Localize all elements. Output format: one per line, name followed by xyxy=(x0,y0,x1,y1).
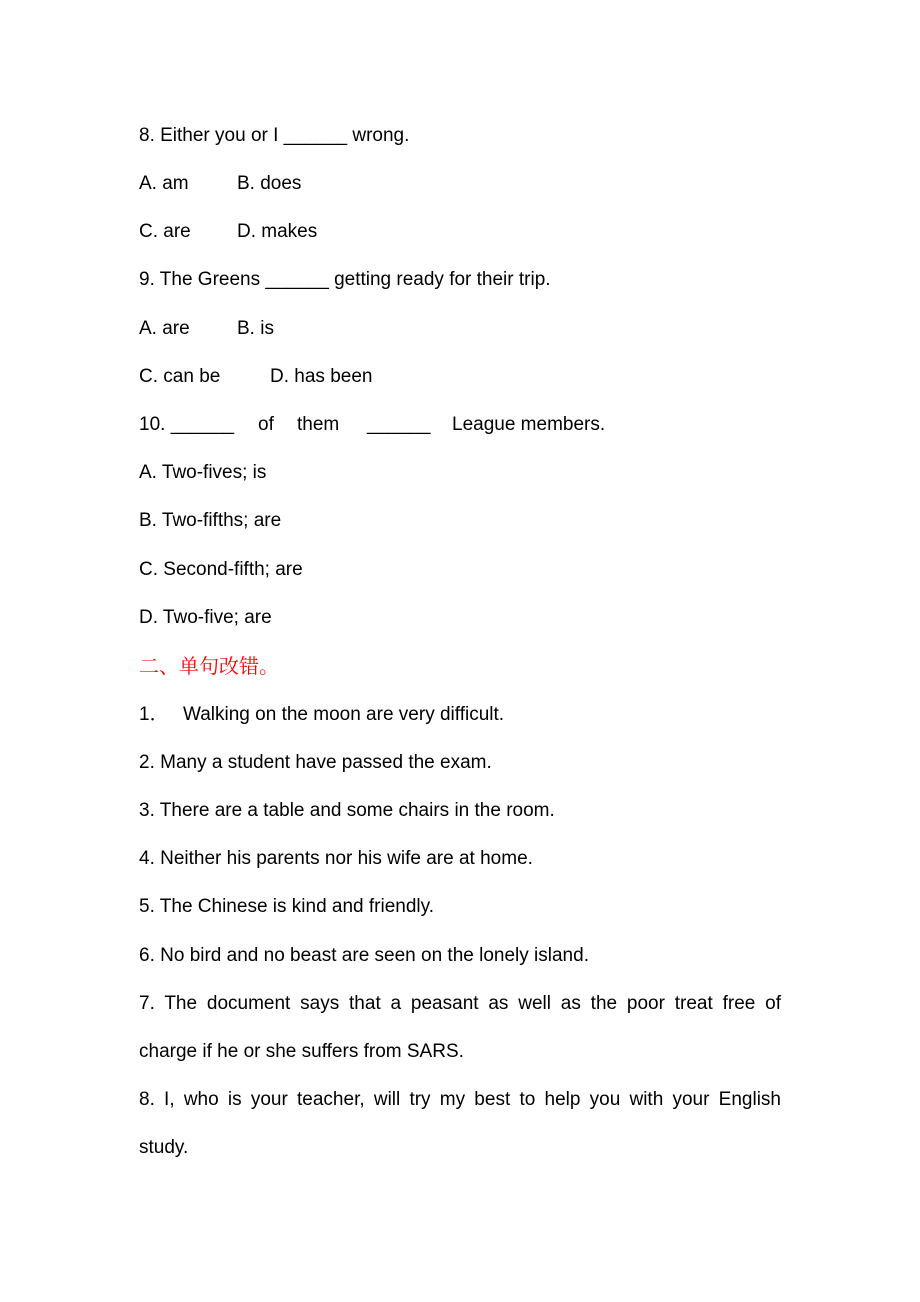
correction-item-8-line-1: 8. I, who is your teacher, will try my best to help you with your English xyxy=(139,1089,781,1110)
correction-item-7-line-1: 7. The document says that a peasant as well as the poor treat free of xyxy=(139,993,781,1014)
question-8-option-a: A. am xyxy=(139,173,189,194)
question-10-option-b: B. Two-fifths; are xyxy=(139,510,282,531)
section-heading: 二、单句改错。 xyxy=(139,654,279,678)
question-9-stem: 9. The Greens ______ getting ready for their trip. xyxy=(139,269,551,290)
question-8-option-d: D. makes xyxy=(237,221,318,242)
question-10-option-a: A. Two-fives; is xyxy=(139,462,267,483)
correction-item-7-line-2: charge if he or she suffers from SARS. xyxy=(139,1041,464,1062)
question-10-option-c: C. Second-fifth; are xyxy=(139,559,303,580)
question-8-option-c: C. are xyxy=(139,221,191,242)
correction-item-1-text: Walking on the moon are very difficult. xyxy=(183,704,505,725)
question-10-word-them: them xyxy=(297,414,340,435)
correction-item-5: 5. The Chinese is kind and friendly. xyxy=(139,896,435,917)
question-9-option-d: D. has been xyxy=(270,366,373,387)
question-10-word-of: of xyxy=(258,414,274,435)
question-10-number-blank: 10. ______ xyxy=(139,414,235,435)
question-8-option-b: B. does xyxy=(237,173,302,194)
question-10-stem-end: League members. xyxy=(452,414,606,435)
question-10-blank-2: ______ xyxy=(367,414,431,435)
question-10-option-d: D. Two-five; are xyxy=(139,607,272,628)
correction-item-8-line-2: study. xyxy=(139,1137,189,1158)
correction-item-6: 6. No bird and no beast are seen on the lonely island. xyxy=(139,945,589,966)
question-8-stem: 8. Either you or I ______ wrong. xyxy=(139,125,410,146)
question-9-option-a: A. are xyxy=(139,318,190,339)
correction-item-3: 3. There are a table and some chairs in the room. xyxy=(139,800,555,821)
correction-item-2: 2. Many a student have passed the exam. xyxy=(139,752,492,773)
question-9-option-b: B. is xyxy=(237,318,274,339)
correction-item-1-number: 1． xyxy=(139,704,169,725)
correction-item-4: 4. Neither his parents nor his wife are at home. xyxy=(139,848,533,869)
question-9-option-c: C. can be xyxy=(139,366,221,387)
